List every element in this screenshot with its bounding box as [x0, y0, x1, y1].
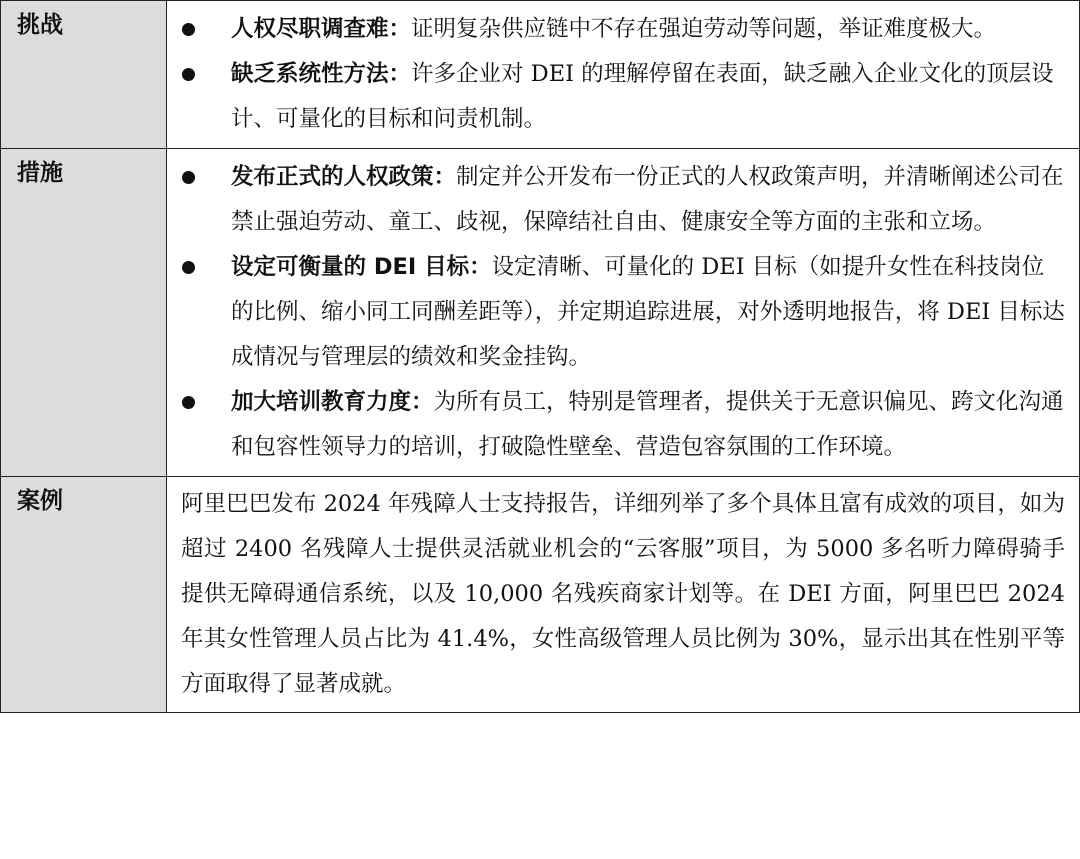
item-title: 发布正式的人权政策：	[231, 164, 457, 190]
list-item	[167, 380, 1065, 470]
item-title: 缺乏系统性方法：	[231, 61, 412, 87]
table-row-case	[1, 477, 1080, 713]
item-title: 加大培训教育力度：	[231, 389, 434, 415]
list-item	[167, 52, 1065, 142]
item-title: 人权尽职调查难：	[231, 16, 412, 42]
row-label-case: 案例	[1, 477, 167, 713]
item-text: 制定并公开发布一份正式的人权政策声明，并清晰阐述公司在禁止强迫劳动、童工、歧视，保障结社自由、健康安全等方面的主张和立场。	[231, 164, 1064, 235]
case-cell	[167, 477, 1080, 713]
list-item	[167, 245, 1065, 380]
challenges-list	[167, 1, 1065, 148]
item-text: 为所有员工，特别是管理者，提供关于无意识偏见、跨文化沟通和包容性领导力的培训，打破隐性壁垒、营造包容氛围的工作环境。	[231, 389, 1064, 460]
case-paragraph: 阿里巴巴发布 2024 年残障人士支持报告，详细列举了多个具体且富有成效的项目，如为超过 2400 名残障人士提供灵活就业机会的“云客服”项目，为 5000 多名听力障碍骑手提供无障碍通信系统，以及 10,000 名残疾商家计划等。在 DEI 方面，阿里巴巴 2024 年其女性管理人员占比为 41.4%，女性高级管理人员比例为 30%，显示出其在性别平等方面取得了显著成就。	[181, 491, 1065, 697]
list-item	[167, 155, 1065, 245]
table-row-challenges	[1, 1, 1080, 149]
item-text: 证明复杂供应链中不存在强迫劳动等问题，举证难度极大。	[411, 16, 997, 42]
bullet-dot-icon	[182, 261, 195, 274]
table-row-measures	[1, 149, 1080, 477]
bullet-dot-icon	[182, 68, 195, 81]
bullet-dot-icon	[182, 396, 195, 409]
item-text: 许多企业对 DEI 的理解停留在表面，缺乏融入企业文化的顶层设计、可量化的目标和问责机制。	[231, 61, 1054, 132]
measures-cell	[167, 149, 1080, 477]
bullet-dot-icon	[182, 23, 195, 36]
list-item	[167, 7, 1065, 52]
row-label-challenges: 挑战	[1, 1, 167, 149]
row-label-measures: 措施	[1, 149, 167, 477]
bullet-dot-icon	[182, 171, 195, 184]
item-text: 设定清晰、可量化的 DEI 目标（如提升女性在科技岗位的比例、缩小同工同酬差距等），并定期追踪进展，对外透明地报告，将 DEI 目标达成情况与管理层的绩效和奖金挂钩。	[231, 254, 1065, 370]
measures-list	[167, 149, 1065, 476]
challenges-cell	[167, 1, 1080, 149]
item-title: 设定可衡量的 DEI 目标：	[231, 254, 492, 280]
